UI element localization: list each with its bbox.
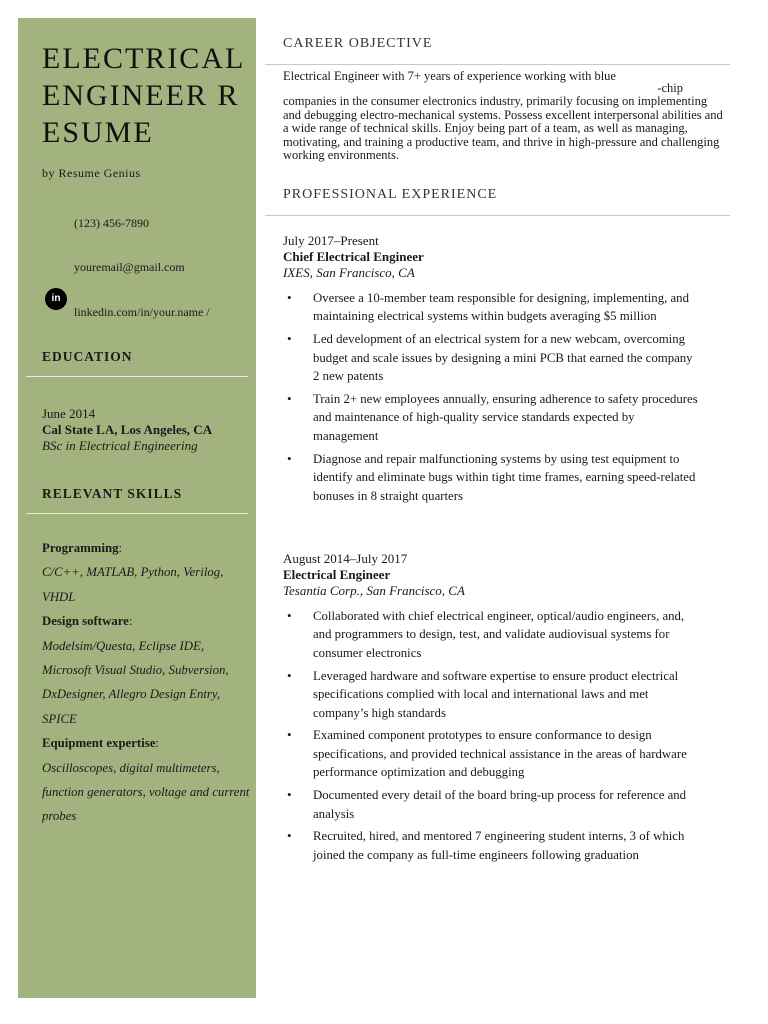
objective-body: companies in the consumer electronics industry, primarily focusing on implementing and debugging electro-mechanical systems. Possess excellent interpersonal abilities and a wide range of technical skills. Enjoy being part of a team, as well as managing, motivating, and training a productive team, and thrive in high-pressure and challenging working environments. — [283, 94, 723, 162]
linkedin-link[interactable]: linkedin.com/in/your.name / — [74, 305, 210, 319]
skill-category: Programming — [42, 541, 119, 555]
bullet-item: • Led development of an electrical system for a new webcam, overcoming budget and scale issues by designing a mini PCB that earned the company 2 new patents — [283, 330, 701, 385]
skill-group: Equipment expertise: Oscilloscopes, digital multimeters, function generators, voltage and current probes — [42, 731, 252, 829]
experience-divider — [265, 215, 730, 216]
skill-values: C/C++, MATLAB, Python, Verilog, VHDL — [42, 565, 224, 604]
sidebar — [18, 18, 256, 998]
skill-values: Modelsim/Questa, Eclipse IDE, Microsoft Visual Studio, Subversion, DxDesigner, Allegro Design Entry, SPICE — [42, 638, 229, 726]
job-bullets — [283, 607, 723, 864]
skills-divider — [26, 513, 248, 514]
bullet-item: • Train 2+ new employees annually, ensuring adherence to safety procedures and maintenance of high-quality service standards expected by management — [283, 390, 701, 445]
bullet-item: • Examined component prototypes to ensure conformance to design specifications, and provided technical assistance in the areas of hardware performance optimization and debugging — [283, 726, 701, 781]
skill-category: Design software — [42, 614, 129, 629]
linkedin-icon[interactable]: in — [45, 288, 67, 310]
education-entry — [42, 406, 252, 454]
skill-values: Oscilloscopes, digital multimeters, function generators, voltage and current probes — [42, 760, 250, 824]
job-title: Electrical Engineer — [283, 567, 391, 582]
bullet-item: • Oversee a 10-member team responsible for designing, implementing, and maintaining electrical systems within budgets averaging $5 million — [283, 289, 701, 326]
bullet-item: • Diagnose and repair malfunctioning systems by using test equipment to identify and eliminate bugs within tight time frames, earning speed-related bonuses in 8 straight quarters — [283, 450, 701, 505]
phone-number[interactable]: (123) 456-7890 — [74, 216, 149, 230]
job-dates: August 2014–July 2017 — [283, 551, 408, 566]
education-date: June 2014 — [42, 406, 96, 421]
experience-heading: PROFESSIONAL EXPERIENCE — [283, 187, 498, 202]
education-divider — [26, 376, 248, 377]
skill-category: Equipment expertise — [42, 736, 156, 751]
job-bullets — [283, 289, 723, 505]
bullet-item: • Documented every detail of the board bring-up process for reference and analysis — [283, 786, 701, 823]
email-link[interactable]: youremail@gmail.com — [74, 260, 185, 274]
objective-divider — [265, 64, 730, 65]
objective-line1: Electrical Engineer with 7+ years of experience working with blue — [283, 69, 616, 83]
skill-group: Design software: Modelsim/Questa, Eclipse IDE, Microsoft Visual Studio, Subversion, DxDesigner, Allegro Design Entry, SPICE — [42, 609, 252, 731]
education-school: Cal State LA, Los Angeles, CA — [42, 422, 213, 437]
bullet-item: • Recruited, hired, and mentored 7 engineering student interns, 3 of which joined the company as full-time engineers following graduation — [283, 827, 701, 864]
job-dates: July 2017–Present — [283, 233, 379, 248]
resume-title: ELECTRICAL ENGINEER RESUME — [42, 42, 245, 149]
job-company: IXES, San Francisco, CA — [283, 265, 415, 280]
bullet-item: • Leveraged hardware and software expertise to ensure product electrical specifications complied with local and international laws and met company’s high standards — [283, 667, 701, 722]
job-entry — [283, 233, 723, 509]
objective-chip: -chip — [657, 80, 683, 95]
objective-text — [283, 70, 723, 163]
education-degree: BSc in Electrical Engineering — [42, 438, 198, 453]
skills-heading: RELEVANT SKILLS — [42, 486, 183, 501]
byline: by Resume Genius — [42, 166, 141, 180]
education-heading: EDUCATION — [42, 349, 133, 364]
job-entry — [283, 551, 723, 869]
job-title: Chief Electrical Engineer — [283, 249, 424, 264]
job-company: Tesantia Corp., San Francisco, CA — [283, 583, 465, 598]
skills-list — [42, 536, 252, 829]
objective-heading: CAREER OBJECTIVE — [283, 36, 433, 51]
skill-group: Programming: C/C++, MATLAB, Python, Verilog, VHDL — [42, 536, 252, 609]
bullet-item: • Collaborated with chief electrical engineer, optical/audio engineers, and, and programmers to design, test, and validate audiovisual systems for consumer electronics — [283, 607, 701, 662]
